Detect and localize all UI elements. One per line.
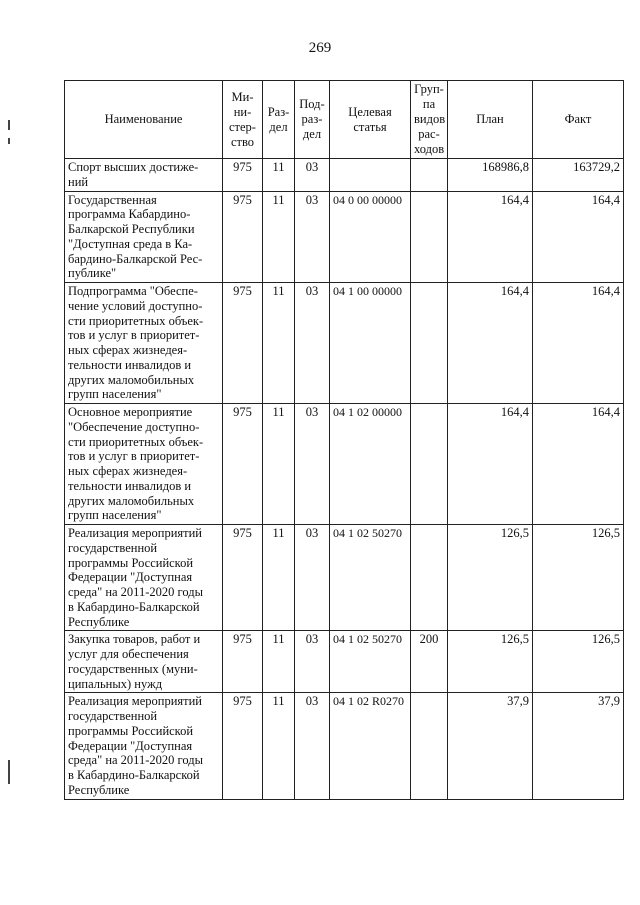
- row-section: 11: [263, 191, 295, 283]
- row-expense-group: 200: [411, 631, 448, 693]
- row-target-article: 04 1 02 00000: [330, 404, 411, 525]
- row-expense-group: [411, 525, 448, 631]
- table-row: [65, 631, 624, 693]
- row-fact: 163729,2: [533, 159, 624, 192]
- header-section: Раз- дел: [263, 81, 295, 159]
- row-fact: 37,9: [533, 693, 624, 799]
- row-target-article: 04 1 02 50270: [330, 525, 411, 631]
- row-name: Закупка товаров, работ и услуг для обеспечения государственных (муни- ципальных) нужд: [65, 631, 223, 693]
- row-expense-group: [411, 191, 448, 283]
- row-expense-group: [411, 159, 448, 192]
- row-name: Подпрограмма "Обеспе- чение условий доступно- сти приоритетных объек- тов и услуг в приоритет- ных сферах жизнедея- тельности инвалидов и других маломобильных групп населения": [65, 283, 223, 404]
- row-section: 11: [263, 159, 295, 192]
- row-target-article: 04 1 02 R0270: [330, 693, 411, 799]
- row-target-article: 04 1 00 00000: [330, 283, 411, 404]
- table-row: [65, 693, 624, 799]
- row-section: 11: [263, 631, 295, 693]
- row-target-article: [330, 159, 411, 192]
- row-subsection: 03: [295, 525, 330, 631]
- row-expense-group: [411, 283, 448, 404]
- row-expense-group: [411, 404, 448, 525]
- row-expense-group: [411, 693, 448, 799]
- header-plan: План: [448, 81, 533, 159]
- page-number: 269: [308, 40, 332, 56]
- header-name: [65, 81, 223, 159]
- row-plan: 164,4: [448, 191, 533, 283]
- row-subsection: 03: [295, 631, 330, 693]
- header-row: [65, 81, 624, 159]
- row-plan: 126,5: [448, 631, 533, 693]
- row-ministry: 975: [223, 404, 263, 525]
- row-target-article: 04 1 02 50270: [330, 631, 411, 693]
- row-subsection: 03: [295, 404, 330, 525]
- row-subsection: 03: [295, 159, 330, 192]
- table-row: [65, 404, 624, 525]
- row-plan: 164,4: [448, 404, 533, 525]
- row-plan: 168986,8: [448, 159, 533, 192]
- row-subsection: 03: [295, 283, 330, 404]
- row-section: 11: [263, 693, 295, 799]
- row-fact: 164,4: [533, 191, 624, 283]
- row-section: 11: [263, 404, 295, 525]
- scan-mark: [8, 138, 10, 144]
- row-section: 11: [263, 283, 295, 404]
- row-target-article: 04 0 00 00000: [330, 191, 411, 283]
- row-fact: 126,5: [533, 525, 624, 631]
- table-row: [65, 525, 624, 631]
- row-ministry: 975: [223, 693, 263, 799]
- row-ministry: 975: [223, 191, 263, 283]
- budget-table: [64, 80, 624, 800]
- row-plan: 126,5: [448, 525, 533, 631]
- row-section: 11: [263, 525, 295, 631]
- row-ministry: 975: [223, 631, 263, 693]
- table-row: [65, 191, 624, 283]
- table-row: [65, 159, 624, 192]
- row-name: Реализация мероприятий государственной программы Российской Федерации "Доступная среда" на 2011-2020 годы в Кабардино-Балкарской Республике: [65, 693, 223, 799]
- row-ministry: 975: [223, 525, 263, 631]
- header-name-text: Наименование: [104, 112, 183, 126]
- row-name: Реализация мероприятий государственной программы Российской Федерации "Доступная среда" на 2011-2020 годы в Кабардино-Балкарской Республике: [65, 525, 223, 631]
- header-fact: Факт: [533, 81, 624, 159]
- scan-mark: [8, 120, 10, 130]
- header-expense-group: Груп- па видов рас- ходов: [411, 81, 448, 159]
- table-row: [65, 283, 624, 404]
- row-subsection: 03: [295, 191, 330, 283]
- row-plan: 164,4: [448, 283, 533, 404]
- row-fact: 164,4: [533, 404, 624, 525]
- row-plan: 37,9: [448, 693, 533, 799]
- row-ministry: 975: [223, 159, 263, 192]
- row-fact: 164,4: [533, 283, 624, 404]
- row-subsection: 03: [295, 693, 330, 799]
- header-ministry: Ми- ни- стер- ство: [223, 81, 263, 159]
- row-name: Основное мероприятие "Обеспечение доступно- сти приоритетных объек- тов и услуг в приоритет- ных сферах жизнедея- тельности инвалидов и других маломобильных групп населения": [65, 404, 223, 525]
- row-fact: 126,5: [533, 631, 624, 693]
- row-name: Спорт высших достиже- ний: [65, 159, 223, 192]
- header-subsection: Под- раз- дел: [295, 81, 330, 159]
- row-ministry: 975: [223, 283, 263, 404]
- row-name: Государственная программа Кабардино- Балкарской Республики "Доступная среда в Ка- бардино-Балкарской Рес- публике": [65, 191, 223, 283]
- scan-mark: [8, 760, 10, 784]
- header-target-article: Целевая статья: [330, 81, 411, 159]
